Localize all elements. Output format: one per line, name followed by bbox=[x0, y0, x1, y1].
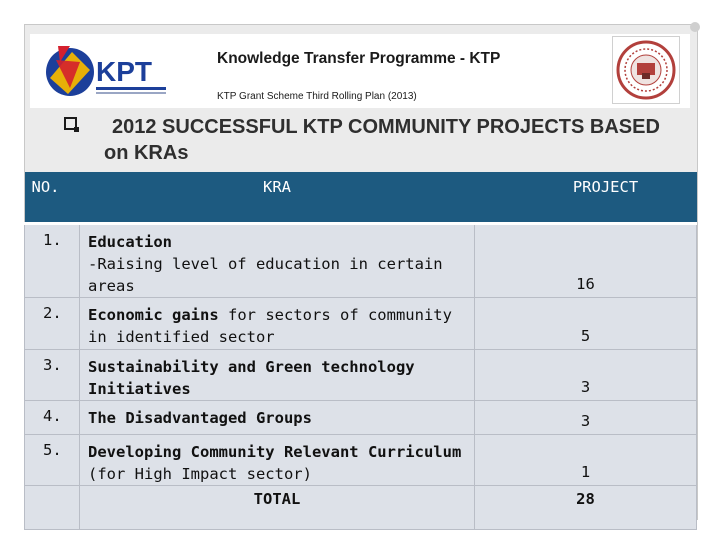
table-row bbox=[25, 224, 697, 298]
kra-description: (for High Impact sector) bbox=[88, 465, 312, 483]
slide-corner-marker bbox=[690, 22, 700, 32]
page-title: 2012 SUCCESSFUL KTP COMMUNITY PROJECTS BASED on KRAs bbox=[104, 116, 660, 164]
kra-table bbox=[24, 172, 697, 530]
kra-title: Education bbox=[88, 233, 172, 251]
total-empty-cell bbox=[25, 486, 80, 530]
kra-cell bbox=[80, 401, 475, 435]
kra-title: The Disadvantaged Groups bbox=[88, 409, 312, 427]
row-number: 5. bbox=[25, 435, 80, 486]
kra-cell bbox=[80, 298, 475, 350]
row-number: 3. bbox=[25, 350, 80, 401]
table-row bbox=[25, 435, 697, 486]
project-count: 3 bbox=[475, 401, 697, 435]
table-header-row bbox=[25, 172, 697, 224]
total-label: TOTAL bbox=[80, 486, 475, 530]
column-header-project: PROJECT bbox=[475, 172, 697, 224]
column-header-kra: KRA bbox=[80, 172, 475, 224]
row-number: 1. bbox=[25, 224, 80, 298]
kra-description: for sectors of community in identified sector bbox=[88, 306, 452, 346]
row-number: 4. bbox=[25, 401, 80, 435]
kpt-logo-text: KPT bbox=[96, 56, 152, 87]
column-header-no: NO. bbox=[25, 172, 80, 224]
kra-title: Developing Community Relevant Curriculum bbox=[88, 443, 462, 461]
kra-description: -Raising level of education in certain areas bbox=[88, 255, 443, 295]
row-number: 2. bbox=[25, 298, 80, 350]
project-count: 16 bbox=[475, 224, 697, 298]
programme-subtitle: KTP Grant Scheme Third Rolling Plan (2013) bbox=[217, 91, 417, 102]
project-count: 1 bbox=[475, 435, 697, 486]
kpt-logo bbox=[40, 40, 168, 102]
table-total-row bbox=[25, 486, 697, 530]
table-row bbox=[25, 401, 697, 435]
programme-title: Knowledge Transfer Programme - KTP bbox=[217, 50, 501, 67]
kra-cell bbox=[80, 350, 475, 401]
checkbox-bullet-icon bbox=[64, 117, 77, 130]
total-value: 28 bbox=[475, 486, 697, 530]
kra-cell bbox=[80, 435, 475, 486]
kra-title: Sustainability and Green technology Initiatives bbox=[88, 358, 415, 398]
table-row bbox=[25, 298, 697, 350]
table-row bbox=[25, 350, 697, 401]
project-count: 3 bbox=[475, 350, 697, 401]
kra-cell bbox=[80, 224, 475, 298]
university-seal-icon bbox=[612, 36, 680, 104]
kra-title: Economic gains bbox=[88, 306, 219, 324]
project-count: 5 bbox=[475, 298, 697, 350]
